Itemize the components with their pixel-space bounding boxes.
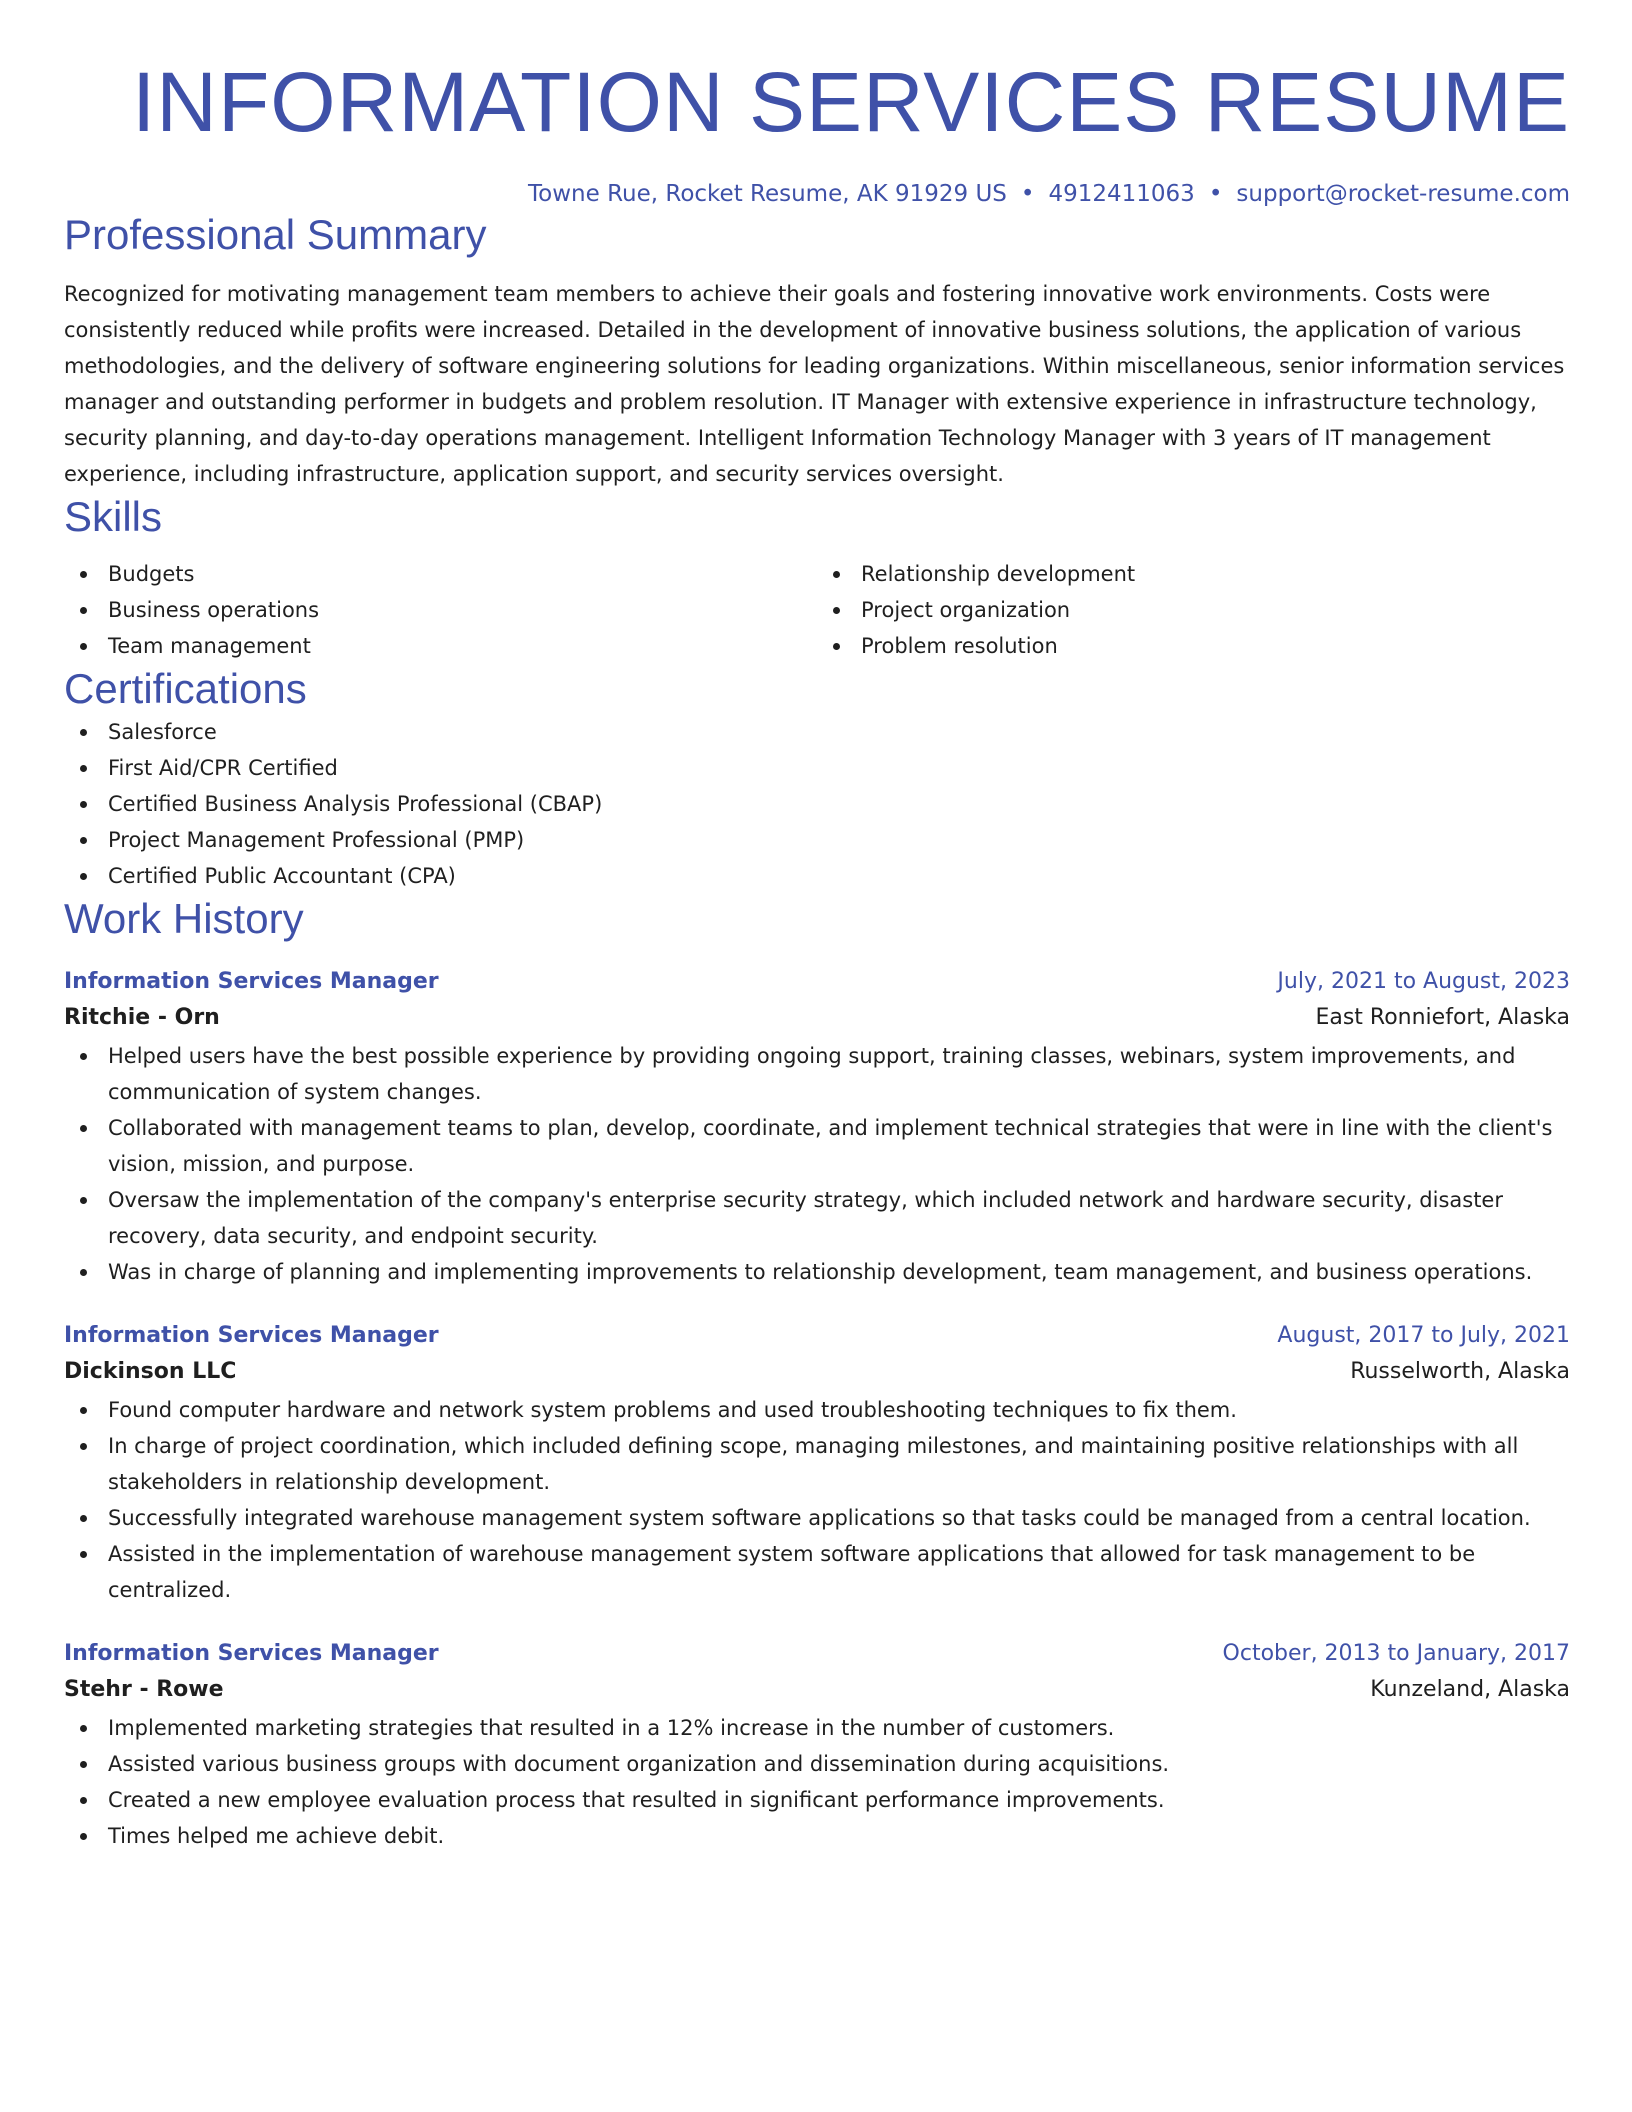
summary-heading: Professional Summary — [64, 211, 487, 258]
job-bullet: Helped users have the best possible experience by providing ongoing support, training classes, webinars, system improvements, and communication of system changes. — [64, 1038, 1570, 1110]
job-location: Kunzeland, Alaska — [1370, 1677, 1570, 1702]
contact-separator: • — [1208, 181, 1223, 207]
job-bullet: Assisted in the implementation of warehouse management system software applications that allowed for task management to be centralized. — [64, 1536, 1570, 1608]
skills-list-left — [64, 556, 817, 664]
skill-item: Relationship development — [817, 556, 1570, 592]
certification-item: Certified Public Accountant (CPA) — [64, 858, 1570, 894]
certification-item: Certified Business Analysis Professional (CBAP) — [64, 786, 1570, 822]
resume-title: INFORMATION SERVICES RESUME — [131, 55, 1570, 149]
job-bullets — [64, 1038, 1570, 1290]
job-bullet: Oversaw the implementation of the company's enterprise security strategy, which included network and hardware security, disaster recovery, data security, and endpoint security. — [64, 1182, 1570, 1254]
contact-email[interactable]: support@rocket-resume.com — [1236, 181, 1570, 207]
work-history-heading: Work History — [64, 895, 304, 942]
skill-item: Budgets — [64, 556, 817, 592]
job-title: Information Services Manager — [64, 969, 439, 994]
job-bullets — [64, 1392, 1570, 1608]
certification-item: Project Management Professional (PMP) — [64, 822, 1570, 858]
skill-item: Team management — [64, 628, 817, 664]
job-bullets — [64, 1710, 1570, 1854]
certifications-heading: Certifications — [64, 665, 307, 712]
job-bullet: In charge of project coordination, which included defining scope, managing milestones, and maintaining positive relationships with all stakeholders in relationship development. — [64, 1428, 1570, 1500]
job-location: East Ronniefort, Alaska — [1315, 1005, 1570, 1030]
job-bullet: Collaborated with management teams to plan, develop, coordinate, and implement technical strategies that were in line with the client's vision, mission, and purpose. — [64, 1110, 1570, 1182]
job-company-row — [64, 1670, 1570, 1710]
job-company: Dickinson LLC — [64, 1359, 237, 1384]
skill-item: Problem resolution — [817, 628, 1570, 664]
contact-separator: • — [1020, 181, 1035, 207]
contact-address: Towne Rue, Rocket Resume, AK 91929 US — [528, 181, 1007, 207]
skill-item: Project organization — [817, 592, 1570, 628]
job-entry — [64, 1320, 1570, 1608]
job-title: Information Services Manager — [64, 1323, 439, 1348]
job-bullet: Found computer hardware and network system problems and used troubleshooting techniques to fix them. — [64, 1392, 1570, 1428]
job-bullet: Implemented marketing strategies that resulted in a 12% increase in the number of customers. — [64, 1710, 1570, 1746]
job-entry — [64, 966, 1570, 1290]
certification-item: First Aid/CPR Certified — [64, 750, 1570, 786]
job-dates: July, 2021 to August, 2023 — [1277, 969, 1570, 994]
certification-item: Salesforce — [64, 714, 1570, 750]
skills-list-right — [817, 556, 1570, 664]
skills-columns — [64, 556, 1570, 664]
contact-line — [64, 178, 1570, 210]
job-location: Russelworth, Alaska — [1350, 1359, 1570, 1384]
job-bullet: Assisted various business groups with document organization and dissemination during acquisitions. — [64, 1746, 1570, 1782]
job-company: Ritchie - Orn — [64, 1005, 220, 1030]
job-bullet: Successfully integrated warehouse management system software applications so that tasks could be managed from a central location. — [64, 1500, 1570, 1536]
job-dates: October, 2013 to January, 2017 — [1222, 1641, 1570, 1666]
skill-item: Business operations — [64, 592, 817, 628]
skills-heading: Skills — [64, 493, 163, 540]
job-bullet: Was in charge of planning and implementing improvements to relationship development, team management, and business operations. — [64, 1254, 1570, 1290]
job-company: Stehr - Rowe — [64, 1677, 224, 1702]
job-dates: August, 2017 to July, 2021 — [1277, 1323, 1570, 1348]
job-company-row — [64, 1352, 1570, 1392]
certifications-list — [64, 714, 1570, 894]
job-header-row — [64, 1320, 1570, 1352]
job-bullet: Created a new employee evaluation process that resulted in significant performance improvements. — [64, 1782, 1570, 1818]
job-company-row — [64, 998, 1570, 1038]
job-bullet: Times helped me achieve debit. — [64, 1818, 1570, 1854]
job-entry — [64, 1638, 1570, 1854]
job-title: Information Services Manager — [64, 1641, 439, 1666]
contact-phone[interactable]: 4912411063 — [1048, 181, 1195, 207]
summary-text: Recognized for motivating management team members to achieve their goals and fostering innovative work environments. Costs were consistently reduced while profits were increased. Detailed in the development of innovative business solutions, the application of various methodologies, and the delivery of software engineering solutions for leading organizations. Within miscellaneous, senior information services manager and outstanding performer in budgets and problem resolution. IT Manager with extensive experience in infrastructure technology, security planning, and day-to-day operations management. Intelligent Information Technology Manager with 3 years of IT management experience, including infrastructure, application support, and security services oversight. — [64, 282, 1565, 486]
job-header-row — [64, 1638, 1570, 1670]
job-header-row — [64, 966, 1570, 998]
